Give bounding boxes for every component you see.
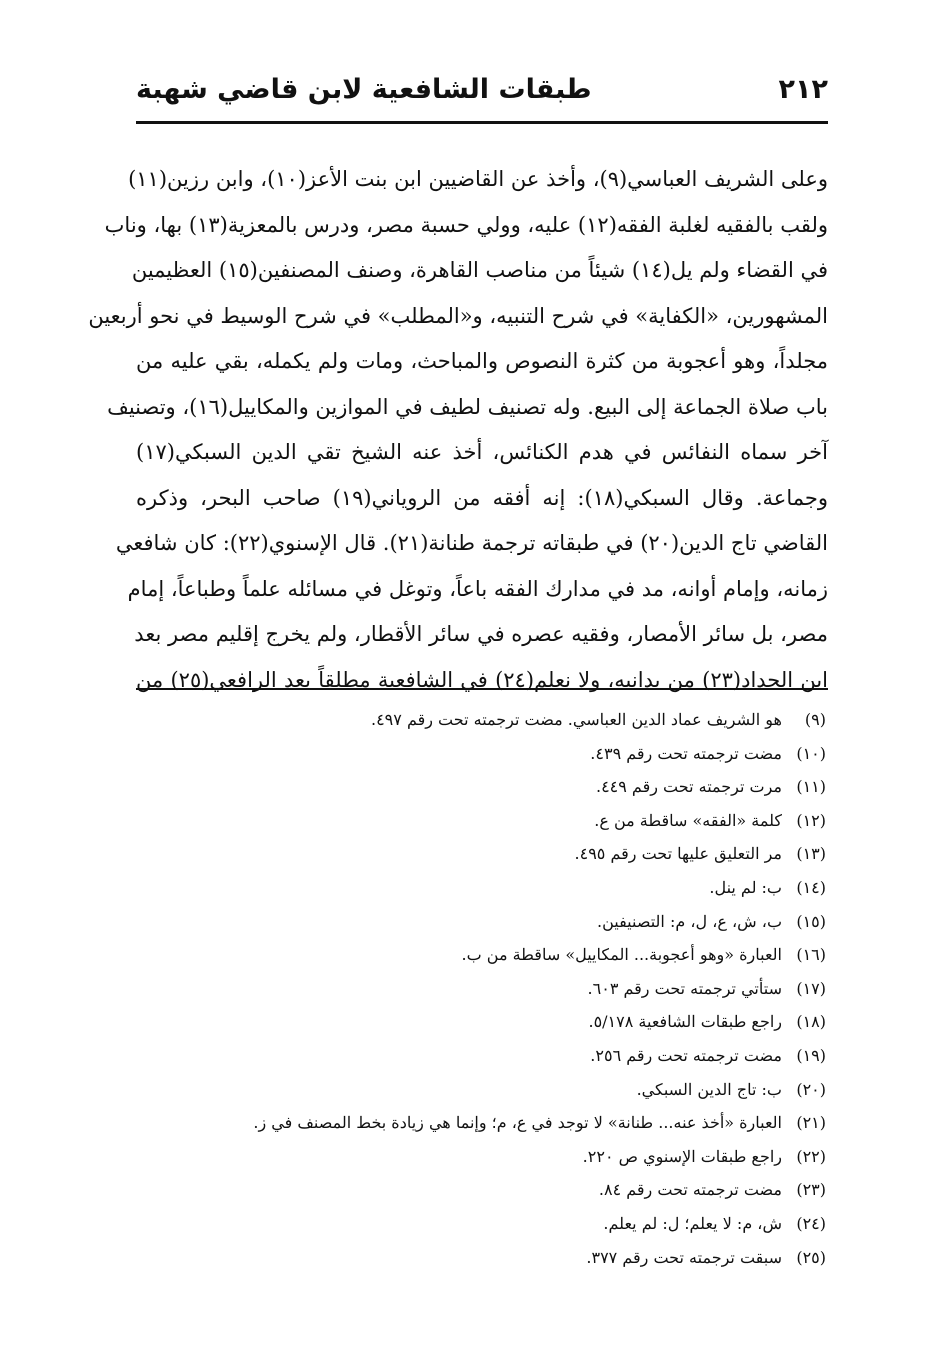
footnote [136,1005,828,1039]
footnote-number: (١٤) [796,877,826,897]
footnote-number: (٢٥) [796,1247,826,1267]
text-line: مجلداً، وهو أعجوبة من كثرة النصوص والمباحث، ومات ولم يكمله، بقي عليه من [136,349,828,373]
footnote-text: مرت ترجمته تحت رقم ٤٤٩. [595,777,782,797]
footnote-number: (١١) [796,777,826,797]
footnote [136,1073,828,1107]
footnote-text: كلمة «الفقه» ساقطة من ع. [594,810,782,830]
text-line: ولقب بالفقيه لغلبة الفقه(١٢) عليه، وولي حسبة مصر، ودرس بالمعزية(١٣) بها، وناب [104,212,828,237]
footnote-number: (١٧) [796,978,826,998]
text-line: ابن الحداد(٢٣) من يدانيه، ولا نعلم(٢٤) في الشافعية مطلقاً بعد الرافعي(٢٥) من [136,667,828,692]
footnote [136,737,828,771]
text-line: زمانه، وإمام أوانه، مد في مدارك الفقه باعاً، وتوغل في مسائله علماً وطباعاً، إمام [127,576,828,601]
running-title: طبقات الشافعية لابن قاضي شهبة [136,74,592,105]
footnote-text: ب: لم ينل. [709,877,782,897]
footnote-number: (٩) [804,710,826,729]
page-header [136,68,828,112]
text-line: مصر، بل سائر الأمصار، وفقيه عصره في سائر الأقطار، ولم يخرج إقليم مصر بعد [134,622,828,646]
footnote [136,770,828,804]
footnote [136,1207,828,1241]
page-number: ٢١٢ [778,74,828,105]
footnote-number: (١٩) [796,1045,826,1065]
footnote-number: (١٦) [796,945,826,965]
footnote [136,1106,828,1140]
footnote-number: (٢١) [796,1113,826,1133]
text-line: باب صلاة الجماعة إلى البيع. وله تصنيف لطيف في الموازين والمكاييل(١٦)، وتصنيف [107,394,828,419]
footnote [136,1241,828,1275]
footnote-text: ب، ش، ع، ل، م: التصنيفين. [596,911,782,931]
footnote [136,871,828,905]
footnote-number: (٢٢) [796,1146,826,1166]
footnote-text: مضت ترجمته تحت رقم ٤٣٩. [590,743,782,763]
footnote-text: مضت ترجمته تحت رقم ٢٥٦. [590,1045,782,1065]
text-line: وجماعة. وقال السبكي(١٨): إنه أفقه من الروياني(١٩) صاحب البحر، وذكره [136,485,828,510]
footnote-number: (١٨) [796,1012,826,1032]
footnote [136,837,828,871]
footnote [136,1173,828,1207]
footnote [136,703,828,737]
text-line: آخر سماه النفائس في هدم الكنائس، أخذ عنه الشيخ تقي الدين السبكي(١٧) [136,440,828,464]
text-line: القاضي تاج الدين(٢٠) في طبقاته ترجمة طنانة(٢١). قال الإسنوي(٢٢): كان شافعي [115,531,828,555]
footnote-text: ستأتي ترجمته تحت رقم ٦٠٣. [587,978,782,998]
text-line: في القضاء ولم يل(١٤) شيئاً من مناصب القاهرة، وصنف المصنفين(١٥) العظيمين [131,258,828,282]
footnote [136,905,828,939]
footnote-text: هو الشريف عماد الدين العباسي. مضت ترجمته تحت رقم ٤٩٧. [370,710,782,729]
footnote-number: (٢٤) [796,1213,826,1233]
footnote [136,938,828,972]
footnote-number: (٢٠) [796,1079,826,1099]
footnote-text: راجع طبقات الشافعية ٥/١٧٨. [588,1012,782,1032]
footnote [136,1039,828,1073]
footnote-rule [136,688,828,690]
footnote-text: العبارة «أخذ عنه... طنانة» لا توجد في ع، م؛ وإنما هي زيادة بخط المصنف في ز. [253,1113,782,1133]
footnote-number: (١٥) [796,911,826,931]
footnote-text: العبارة «وهو أعجوبة... المكاييل» ساقطة من ب. [461,945,782,965]
footnote-text: سبقت ترجمته تحت رقم ٣٧٧. [586,1247,782,1267]
footnote-text: ب: تاج الدين السبكي. [636,1079,782,1099]
header-rule [136,121,828,124]
footnote-number: (١٢) [796,810,826,830]
text-line: المشهورين، «الكفاية» في شرح التنبيه، و«المطلب» في شرح الوسيط في نحو أربعين [88,303,828,328]
footnote [136,972,828,1006]
footnote-text: مضت ترجمته تحت رقم ٨٤. [598,1180,782,1200]
text-line: وعلى الشريف العباسي(٩)، وأخذ عن القاضيين ابن بنت الأعز(١٠)، وابن رزين(١١) [128,167,828,191]
main-text [88,157,828,703]
footnotes-section [136,703,828,1274]
footnote-text: راجع طبقات الإسنوي ص ٢٢٠. [582,1146,782,1166]
footnote-number: (١٣) [796,844,826,864]
footnote [136,804,828,838]
footnote-text: مر التعليق عليها تحت رقم ٤٩٥. [574,844,782,864]
footnote [136,1140,828,1174]
footnote-number: (٢٣) [796,1180,826,1200]
footnote-text: ش، م: لا يعلم؛ ل: لم يعلم. [603,1213,782,1233]
footnote-number: (١٠) [796,743,826,763]
